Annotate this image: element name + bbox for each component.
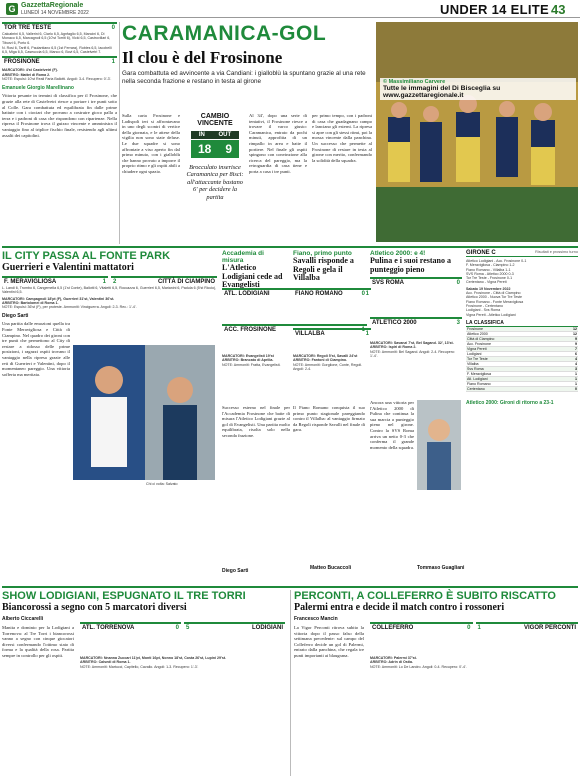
team-name: Fiano Romano — [466, 381, 559, 386]
home-score: 0 — [111, 25, 115, 31]
standings-table — [466, 327, 578, 392]
match-box-perconti — [370, 622, 578, 669]
team-points: 9 — [559, 341, 578, 346]
section-title: UNDER 14 ELITE — [440, 2, 549, 17]
away-team: ACC. FROSINONE — [224, 327, 277, 333]
team-name: Vigna Pereti — [466, 346, 559, 351]
byline: Francesco Mancin — [294, 616, 338, 622]
section-divider — [2, 246, 578, 248]
main-col-1: Sulla carta Frosinone e Ladispoli ieri si affrontavano in uno degli scontri di vertice della giornata, e le attese della vigilia non sono state deluse. Le due squadre si sono affrontate a viso aperto fin dal primo minuto, con i gialloblù che hanno provato a imporre il proprio ritmo e gli ospiti abili a chiudere ogni spazio. — [122, 113, 180, 174]
team-points: 7 — [559, 346, 578, 351]
story-lodigiani — [2, 590, 287, 622]
next-round-label: Sabato 19 Novembre 2022 — [466, 286, 511, 291]
story-atletico2000 — [370, 250, 462, 358]
team-name: Città di Ciampino — [466, 336, 559, 341]
scorers: MARCATORI: Palermi 37'st. — [370, 656, 417, 660]
result-item: Certentano - Vigna Pereti — [466, 280, 507, 285]
byline: Emanuele Giorgio Marellinano — [2, 85, 74, 92]
away-score: 2 — [113, 279, 117, 285]
main-photo — [376, 22, 578, 242]
home-score: 0 — [361, 291, 365, 297]
player-photo-1 — [73, 345, 145, 480]
out-number: 9 — [225, 142, 232, 156]
away-score: 1 — [361, 327, 365, 333]
team-points: 1 — [559, 371, 578, 376]
lineup-placeholder — [80, 632, 285, 656]
referee: ARBITRO: Fantoni di Ciampino. — [293, 358, 348, 363]
home-team: F. MERAVIGLIOSA — [4, 279, 57, 285]
table-title: LA CLASSIFICA — [466, 320, 578, 327]
next-round-list — [466, 291, 578, 317]
title: Pulina e i suoi restano a punteggio pieno — [370, 256, 451, 274]
fiano-body: Il Fiano Romano conquista il suo primo punto stagionale pareggiando contro il Villalba: al vantaggio firmato da Regoli risponde Savalli nel finale di gara. — [293, 405, 365, 433]
child-photo — [417, 400, 461, 490]
away-team: FROSINONE — [4, 59, 40, 66]
notes: NOTE: Ammoniti: Fratta, Evangelisti. — [222, 362, 281, 367]
notes: NOTE: Espulsi: 36'st (F), per proteste. Ammoniti: Vinciguerra. Angoli: 2-3. Rec.: 1'-4'. — [2, 305, 137, 310]
referee: ARBITRO: Brancato di Aprilia. — [222, 358, 274, 363]
atletico-byline: Tommaso Guagliani — [417, 565, 465, 571]
home-team: COLLEFERRO — [372, 625, 414, 631]
perconti-body: La Vigor Perconti ritrova subito la vittoria dopo il passo falso della settimana precedente: sul campo del Colleferro decide un gol di Palermi, entrato dalla panchina, che regala tre punti importanti ai blaugrana. — [294, 625, 364, 658]
story-fiano — [293, 250, 365, 283]
page-number: 43 — [551, 2, 566, 17]
scorers: MARCATORI: 4'st Castelvetri (F). — [2, 68, 58, 73]
match-box-tor-tre-teste — [2, 22, 117, 173]
standings-subtitle: Risultati e prossimo turno — [535, 250, 578, 254]
main-kicker: CARAMANICA-GOL — [122, 22, 327, 45]
team-name: Certentano — [466, 386, 559, 391]
in-out-numbers — [191, 140, 239, 158]
referee: ARBITRO: Calsedi di Roma 1. — [80, 660, 131, 665]
byline: Alberto Ciccarelli — [2, 616, 44, 622]
standings-footnote: Atletico 2000: Gironi di ritorno a 23-1 — [466, 399, 554, 406]
brand-logo-icon: G — [6, 3, 18, 15]
photographer: © Massimiliano Carvere — [383, 79, 446, 85]
away-score: 5 — [186, 625, 190, 631]
scorers: MARCATORI: Campagnoli 18'pt (F), Guerrieri 31'st, Valentini 36'st. — [2, 296, 115, 301]
home-score: 0 — [456, 280, 460, 286]
scorers: MARCATORI: Evangelisti 19'st — [222, 354, 274, 358]
lineup-placeholder — [370, 632, 578, 656]
team-points: 12 — [559, 327, 578, 332]
match-scores — [80, 622, 285, 632]
accademia-byline: Diego Sarti — [222, 568, 249, 574]
team-points: 12 — [559, 331, 578, 336]
home-team: TOR TRE TESTE — [4, 25, 52, 31]
match-scores — [370, 622, 578, 632]
main-col-2: Al 34', dopo una serie di tentativi, il Frosinone riesce a trovare il varco giusto: Caramanica, entrato da pochi minuti, approfitta di un rimpallo in area e batte il portiere. Nel finale gli ospiti spingono con convinzione alla ricerca del pareggio, ma la retroguardia di casa tiene e porta a casa i tre punti. — [249, 113, 307, 174]
team-name: Lodigiani — [466, 351, 559, 356]
referee: ARBITRO: Ispiri di Roma 2. — [370, 345, 417, 350]
team-points: 3 — [559, 366, 578, 371]
photo-credit-banner — [380, 78, 576, 100]
home-score: 0 — [175, 625, 179, 631]
main-title: Il clou è del Frosinone — [122, 48, 283, 67]
scorers: MARCATORI: Savanzi 7'st, Bel Sagand. 32', 13'st. — [370, 341, 454, 345]
standings-box — [466, 250, 578, 406]
home-score: 1 — [365, 291, 369, 297]
standings-row — [466, 386, 578, 391]
article-body: Una partita dalle emozioni quella tra Fonte Meravigliosa e Città di Ciampino. Nel quadro dei gironi con tre punti che permettono al City di restare a ridosso delle prime posizioni, i ragazzi ospiti trovano il vantaggio nella ripresa grazie alle reti di Guerrieri e Valentini, dopo il momentaneo pareggio. Una vittoria sofferta ma meritata. — [2, 321, 70, 377]
player-photo-2 — [145, 345, 215, 480]
title: Guerrieri e Valentini mattatori — [2, 262, 134, 273]
away-team: ATLETICO 2000 — [372, 320, 417, 326]
away-score: 3 — [456, 320, 460, 326]
standings-title: GIRONE C — [466, 250, 496, 256]
column-divider — [119, 22, 120, 244]
kicker: IL CITY PASSA AL FONTE PARK — [2, 250, 171, 262]
team-name: Atl. Lodigiani — [466, 376, 559, 381]
team-name: Atletico 2000 — [466, 331, 559, 336]
team-name: Villalba — [466, 361, 559, 366]
home-score: 1 — [102, 279, 106, 285]
result-item: Tor Tre Teste - Frosinone 0-1 — [466, 276, 513, 281]
result-item: Atletico Lodigiani - Acc. Frosinone 0-1 — [466, 259, 527, 263]
kicker: Atletico 2000: e 4! — [370, 250, 426, 257]
lodigiani-body: Manita e dominio per la Lodigiani a Torrenova: al Tre Torri i biancorossi vanno a segno con cinque giocatori diversi confermando l'ottimo stato di forma e la qualità della rosa. Partita sempre in controllo per gli ospiti. — [2, 625, 74, 658]
next-match-item: Frosinone - Certentano — [466, 303, 503, 308]
lineup-placeholder — [293, 298, 371, 328]
title: Biancorossi a segno con 5 marcatori diversi — [2, 602, 187, 613]
issue-date: LUNEDÌ 14 NOVEMBRE 2022 — [21, 10, 89, 16]
team-name: Svs Roma — [466, 366, 559, 371]
away-team: VILLALBA — [295, 331, 325, 337]
cambio-box — [185, 113, 245, 241]
notes: NOTE: Ammoniti: Martucci, Capitello, Cavallo. Angoli: 1-3. Recupero: 1'-3'. — [80, 664, 199, 669]
away-team: CITTÀ DI CIAMPINO — [158, 279, 215, 285]
lineup-placeholder — [370, 287, 462, 317]
home-team: ATL. TORRENOVA — [82, 625, 135, 631]
notes: NOTE: Ammoniti: Gorglione, Conte, Regoli. Angoli: 2-4. — [293, 362, 363, 371]
match-scores — [2, 276, 217, 286]
title: Palermi entra e decide il match contro i rossoneri — [294, 602, 505, 613]
away-score: 1 — [111, 59, 115, 66]
player-illustration-2 — [145, 345, 215, 480]
team-points: 6 — [559, 351, 578, 356]
team-points: 0 — [559, 386, 578, 391]
brand-name: GazzettaRegionale — [21, 2, 84, 9]
story-accademia — [222, 250, 287, 290]
away-team: VIGOR PERCONTI — [523, 625, 576, 631]
kicker: SHOW LODIGIANI, ESPUGNATO IL TRE TORRI — [2, 590, 246, 602]
notes: NOTE: Espulsi: 10'st Reali Faria Ballotti. Angoli: 3-4. Recupero: 0'-3'. — [2, 77, 112, 82]
next-match-item: Lodigiani - Svs Roma — [466, 308, 501, 313]
byline: Diego Sarti — [2, 313, 29, 320]
team-points: 9 — [559, 336, 578, 341]
referee: ARBITRO: Mattei di Roma 2. — [2, 72, 51, 77]
article-body: Vittoria pesante in termini di classifica per il Frosinone, che grazie alla rete di Castelvetri riesce a portare i tre punti sotto al Colle. Gara combattuta ed equilibrata fin dalle prime battute con i ciociari che provano a costruire gioco palla a terra e i padroni di casa che rispondono con ripartenze. Nella ripresa il Frosinone trova il guizzo vincente e amministra il vantaggio fino al triplice fischio finale, resistendo agli ultimi assalti dei capitolini. — [2, 93, 117, 138]
team-name: F. Meravigliosa — [466, 371, 559, 376]
referee: ARBITRO: Bartolomei di Roma 1. — [2, 300, 59, 305]
in-label: IN — [198, 132, 205, 138]
out-label: OUT — [218, 132, 232, 138]
away-team: LODIGIANI — [252, 625, 283, 631]
column-divider — [290, 590, 291, 776]
away-score: 1 — [365, 331, 369, 337]
team-name: Frosinone — [466, 327, 559, 332]
kicker: PERCONTI, A COLLEFERRO È SUBITO RISCATTO — [294, 590, 556, 602]
home-score: 0 — [467, 625, 471, 631]
next-match-item: Atletico 2000 - Nuova Tor Tre Teste — [466, 295, 522, 300]
team-points: 4 — [559, 361, 578, 366]
section-divider-bottom — [2, 586, 578, 588]
team-name: Acc. Frosinone — [466, 341, 559, 346]
home-team: SVS ROMA — [372, 280, 405, 286]
home-team: FIANO ROMANO — [295, 291, 343, 297]
kicker: Fiano, primo punto — [293, 250, 352, 257]
lineup: L. Landi 6, Trombo 6, Cangemella 6,5 (1'st Conte), Ballotti 6, Vitaletti 6,5, Roccazza 6, Guerrieri 6,5, Marianini 6, Padula 6 (5'st Riccio), Valentini 6,5. — [2, 286, 217, 295]
child-illustration — [417, 400, 461, 490]
result-item: SVS Roma - Atletico 2000 0-3 — [466, 271, 514, 276]
team-points: 4 — [559, 356, 578, 361]
title: Savalli risponde a Regoli e gela il Villalba — [293, 256, 354, 282]
team-name: Tor Tre Teste — [466, 356, 559, 361]
cambio-text: Brocculato inserisce Caramanica per 8isci: all'attaccante bastano 6' per decidere la partita — [186, 164, 244, 201]
standings-header — [466, 250, 578, 257]
photo-caption: Chi ci volta: Salvato — [146, 482, 178, 486]
next-match-item: Fiano Romano - Fonte Meravigliosa — [466, 299, 524, 304]
lineup-away-pre: N. Rosi 6, Tarifi 6, Paulantiano 6,5 (1st Ferrara), Robles 6,5, Iacobelli 6,5, Miga 6,5, Caseuccia 6,5, Manco 6, Bovi 6,5, Castelvetri 7. — [2, 45, 112, 55]
title: L'Atletico Lodigiani cede ad Evangelisti — [222, 263, 283, 289]
accademia-body: Successo esterno nel finale per l'Accademia Frosinone che batte di misura l'Atletico Lodigiani grazie al gol di Evangelisti. Una partita molto equilibrata, risolta solo nella seconda frazione. — [222, 405, 290, 438]
scorers: MARCATORI: Nnanna Zuccari 11'pt, Monti 16pt, Nonno 18'st, Costa 26'st, Lupini 29'st. — [80, 656, 227, 660]
result-item: F. Meravigliosa - Ciampino 1-2 — [466, 263, 515, 268]
next-match-item: Vigna Pereti - Atletico Lodigiani — [466, 312, 516, 317]
in-number: 18 — [197, 142, 212, 156]
story-perconti — [294, 590, 578, 622]
cambio-title: CAMBIO VINCENTE — [197, 113, 233, 127]
results-list — [466, 259, 578, 285]
scorers: MARCATORI: Regoli 5'st, Savalli 24'st — [293, 354, 358, 358]
main-subtitle: Gara combattuta ed avvincente a via Candiani: i gialloblù la spuntano grazie al una rete nella seconda frazione e restano in testa al girone — [122, 70, 366, 85]
player-illustration — [73, 345, 145, 480]
away-score: 1 — [477, 625, 481, 631]
result-item: Fiano Romano - Villalba 1-1 — [466, 267, 511, 272]
photo-caption: Tutte le immagini del Di Bisceglia su www.gazzettaregionale.it — [383, 85, 501, 99]
fiano-byline: Matteo Bucaccoli — [310, 565, 352, 571]
referee: ARBITRO: Adrin di Ostia. — [370, 660, 413, 665]
team-points: 1 — [559, 381, 578, 386]
in-out-labels — [191, 131, 239, 139]
notes: NOTE: Ammoniti: Bel Sagand. Angoli: 2-4. Recupero: 1'-4'. — [370, 349, 455, 358]
next-match-item: Acc. Frosinone - Città di Ciampino — [466, 291, 521, 296]
team-photo-illustration — [376, 22, 578, 242]
team-points: 1 — [559, 376, 578, 381]
lineup-home: Calcabrini 6,5, Vallerini 6, Ciarlo 6,5, Agnfaglio 6,5, Mancini 6, Di Monaco 6,5, Marcagnoli 6,5 (10'st Torriti 6), Vicki 6,5, Castrovillari 6, Tiburzi 6, Porto 6. — [2, 32, 111, 45]
match-box-fiano — [293, 288, 371, 371]
notes: NOTE: Ammoniti: Lo De Landro. Angoli: 0-4. Recupero: 0'-4'. — [370, 664, 467, 669]
kicker: Accademia di misura — [222, 250, 264, 264]
atletico-body: Ancora una vittoria per l'Atletico 2000 di Pulina che continua la sua marcia a punteggio pieno nel girone. Contro la SVS Roma arriva un netto 0-3 che conferma il grande momento della squadra. — [370, 400, 414, 450]
match-box-lodigiani — [80, 622, 285, 669]
main-col-3: per primo tempo, con i padroni di casa che guadagnano campo e lanciano gli esterni. La ripresa si apre con gli stessi ritmi, poi la mossa vincente dalla panchina. Un successo che permette al Frosinone di restare in testa al girone con merito, confermando la solidità della squadra. — [312, 113, 372, 163]
home-team: ATL. LODIGIANI — [224, 291, 270, 297]
